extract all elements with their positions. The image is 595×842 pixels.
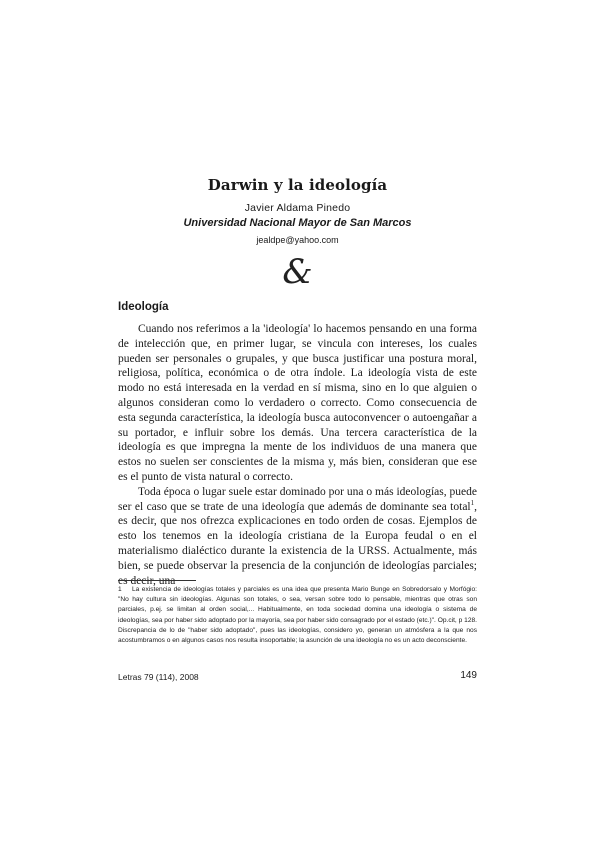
author-name: Javier Aldama Pinedo xyxy=(244,202,351,214)
footnote-reference[interactable]: 1 xyxy=(470,498,475,507)
paragraph-2 xyxy=(118,485,477,589)
paragraph-1: Cuando nos referimos a la 'ideología' lo hacemos pensando en una forma de intelección que, en primer lugar, se vincula con intereses, los cuales pueden ser personales o grupales, y que busca justificar una postura moral, religiosa, política, económica o de otra índole. La ideología vista de este modo no está interesada en la verdad en sí misma, sino en lo que alguien o algunos consideran como lo verdadero o correcto. Como consecuencia de esta segunda característica, la ideología busca autoconvencer o autoengañar a su portador, e influir sobre los demás. Una tercera característica de la ideología es que impregna la mente de los individuos de una manera que estos no suelen ser conscientes de la misma y, más bien, consideran que ese es el punto de vista natural o correcto. xyxy=(118,323,477,483)
author-email: jealdpe@yahoo.com xyxy=(256,235,339,245)
journal-citation: Letras 79 (114), 2008 xyxy=(118,672,199,682)
body-text xyxy=(118,322,477,588)
paragraph-2-part-a: Toda época o lugar suele estar dominado por una o más ideologías, puede ser el caso que se trate de una ideología que además de dominante sea total xyxy=(118,485,477,513)
author-affiliation: Universidad Nacional Mayor de San Marcos xyxy=(183,217,412,229)
article-title: Darwin y la ideología xyxy=(207,176,388,194)
ampersand-ornament: & xyxy=(282,252,313,292)
footnote-text: La existencia de ideologías totales y parciales es una idea que presenta Mario Bunge en Sobredorsalo y Morfógio: "No hay cultura sin ideologías. Algunas son totales, o sea, versan sobre todo lo pensable, mientras que otras son parciales, p.ej. se limitan al orden social,... Habitualmente, en toda sociedad domina una ideología o sistema de ideologías, sea por haber sido adoptado por la mayoría, sea por haber sido consagrado por el estado (etc.)". Op.cit, p 128. Discrepancia de lo de "haber sido adoptado", pues las ideologías, considero yo, generan un atmósfera a la que nos acostumbramos o en algunos casos nos resulta insoportable; la asunción de una ideología no es un acto deconsciente. xyxy=(118,586,477,645)
footnote xyxy=(118,585,477,646)
paragraph-2-part-b: , es decir, que nos ofrezca explicaciones en todo orden de cosas. Ejemplos de esto los tenemos en la ideología cristiana de la Europa feudal o en el materialismo dialéctico durante la existencia de la URSS. Actualmente, más bien, se puede observar la presencia de la conjunción de ideologías parciales; es decir, una xyxy=(118,500,477,587)
page-number: 149 xyxy=(460,670,477,681)
footnote-number: 1 xyxy=(118,586,122,593)
footnote-divider xyxy=(118,580,196,581)
section-heading: Ideología xyxy=(118,301,169,313)
